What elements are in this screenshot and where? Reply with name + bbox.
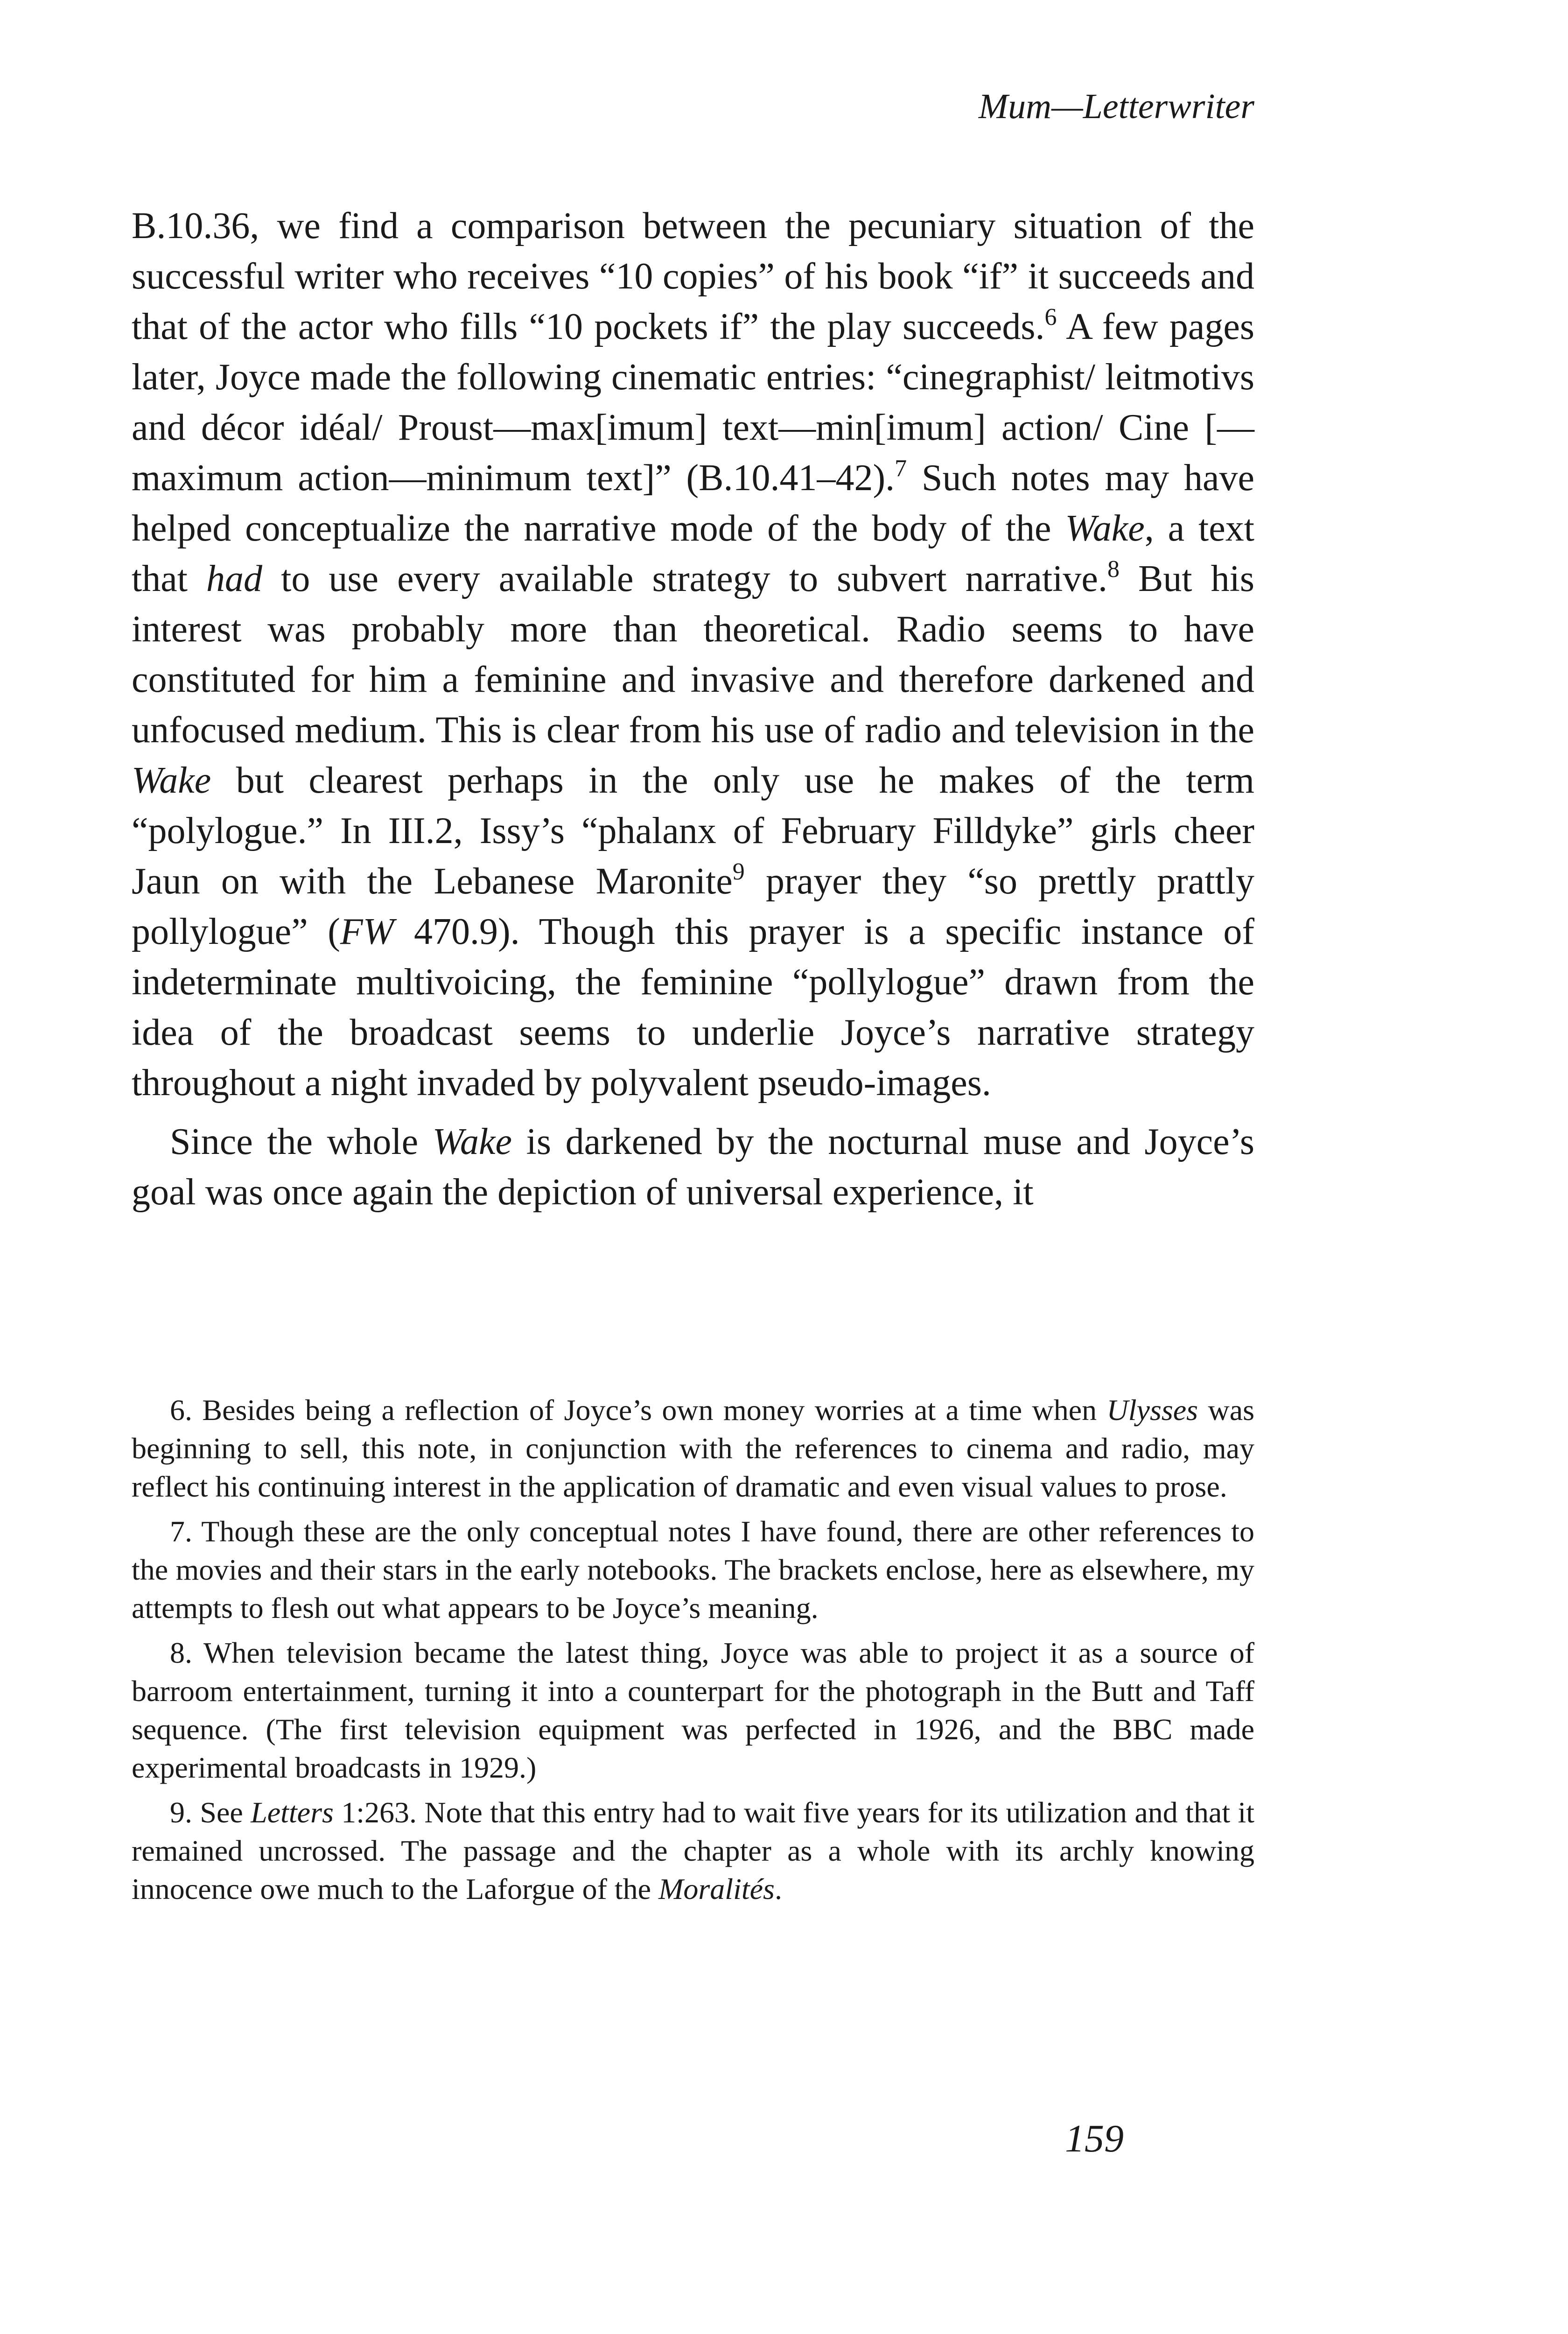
running-head: Mum—Letterwriter	[978, 87, 1254, 126]
footnote-ref-9[interactable]: 9	[732, 858, 745, 885]
footnote-6: 6. Besides being a reflection of Joyce’s own money worries at a time when Ulysses was beginning to sell, this note, in conjunction with the references to cinema and radio, may reflect his continuing interest in the application of dramatic and even visual values to prose.	[132, 1393, 1255, 1503]
footnote-ref-6[interactable]: 6	[1044, 304, 1057, 330]
footnotes-section	[132, 1391, 1254, 1915]
footnote-8: 8. When television became the latest thing, Joyce was able to project it as a source of barroom entertainment, turning it into a counterpart for the photograph in the Butt and Taff sequence. (The first television equipment was perfected in 1926, and the BBC made experimental broadcasts in 1929.)	[132, 1636, 1254, 1784]
body-paragraph-2: Since the whole Wake is darkened by the nocturnal muse and Joyce’s goal was once again the depiction of universal experience, it	[132, 1121, 1255, 1213]
footnote-ref-8[interactable]: 8	[1107, 556, 1120, 583]
body-text	[132, 201, 1254, 1217]
body-paragraph-1: B.10.36, we find a comparison between the pecuniary situation of the successful writer who receives “10 copies” of his book “if” it succeeds and that of the actor who fills “10 pockets if” the play succeeds.$^6$ A few pages later, Joyce made the following cinematic entries: “cinegraphist/ leitmotivs and décor idéal/ Proust—max[imum] text—min[imum] action/ Cine [—maximum action—minimum text]” (B.10.41–42).$^7$ Such notes may have helped conceptualize the narrative mode of the body of the Wake, a text that had to use every available strategy to subvert narrative.$^8$ But his interest was probably more than theoretical. Radio seems to have constituted for him a feminine and invasive and therefore darkened and unfocused medium. This is clear from his use of radio and television in the Wake but clearest perhaps in the only use he makes of the term “polylogue.” In III.2, Issy’s “phalanx of February Filldyke” girls cheer Jaun on with the Lebanese Maronite$^9$ prayer they “so prettly prattly pollylogue” (FW 470.9). Though this prayer is a specific instance of indeterminate multivoicing, the feminine “pollylogue” drawn from the idea of the broadcast seems to underlie Joyce’s narrative strategy throughout a night invaded by polyvalent pseudo-images.	[132, 205, 1255, 1104]
page-number: 159	[1065, 2117, 1124, 2160]
footnote-7: 7. Though these are the only conceptual notes I have found, there are other references to the movies and their stars in the early notebooks. The brackets enclose, here as elsewhere, my attempts to flesh out what appears to be Joyce’s meaning.	[132, 1515, 1254, 1624]
footnote-9: 9. See Letters 1:263. Note that this entry had to wait five years for its utilization and that it remained uncrossed. The passage and the chapter as a whole with its archly knowing innocence owe much to the Laforgue of the Moralités.	[132, 1796, 1255, 1905]
footnote-ref-7[interactable]: 7	[895, 455, 907, 482]
